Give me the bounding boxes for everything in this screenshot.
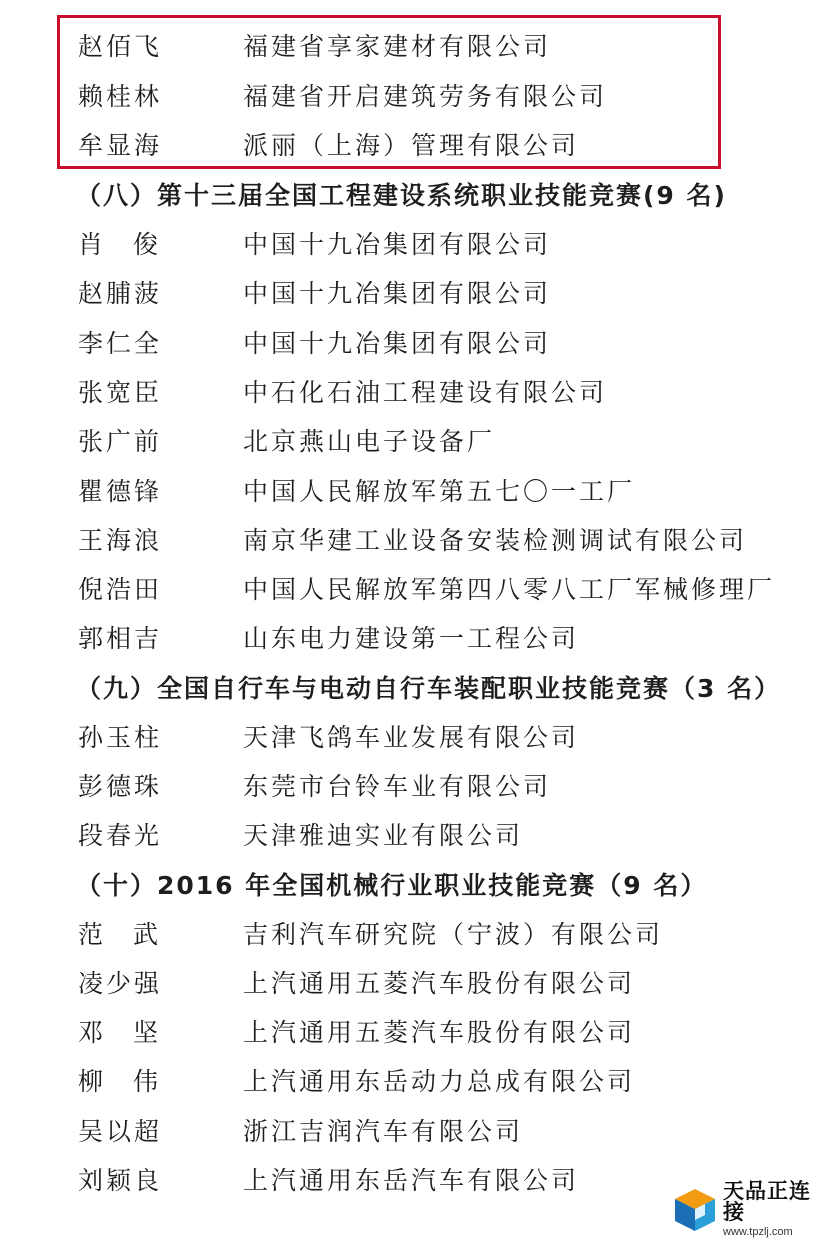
organization-name: 派丽（上海）管理有限公司 bbox=[243, 131, 580, 160]
watermark-url: www.tpzlj.com bbox=[723, 1225, 793, 1238]
organization-name: 中国人民解放军第五七〇一工厂 bbox=[243, 477, 636, 506]
organization-name: 上汽通用东岳汽车有限公司 bbox=[243, 1166, 580, 1195]
organization-name: 东莞市台铃车业有限公司 bbox=[243, 772, 552, 801]
person-name: 牟显海 bbox=[78, 131, 163, 160]
person-name-char: 邓 bbox=[78, 1018, 104, 1047]
person-name: 段春光 bbox=[78, 821, 163, 850]
person-name: 倪浩田 bbox=[78, 575, 163, 604]
organization-name: 北京燕山电子设备厂 bbox=[243, 427, 496, 456]
watermark bbox=[671, 1178, 831, 1238]
person-name: 刘颖良 bbox=[78, 1166, 163, 1195]
person-name: 赵佰飞 bbox=[78, 32, 163, 61]
organization-name: 南京华建工业设备安装检测调试有限公司 bbox=[243, 526, 748, 555]
person-name-char: 坚 bbox=[132, 1018, 158, 1047]
person-name-char: 柳 bbox=[78, 1067, 104, 1096]
section-heading: （九）全国自行车与电动自行车装配职业技能竞赛（3 名） bbox=[76, 674, 782, 703]
watermark-title: 天品正连接 bbox=[723, 1178, 811, 1224]
person-name-char: 武 bbox=[132, 920, 158, 949]
organization-name: 福建省享家建材有限公司 bbox=[243, 32, 552, 61]
cube-logo-icon bbox=[671, 1185, 719, 1233]
person-name: 瞿德锋 bbox=[78, 477, 163, 506]
organization-name: 中国十九冶集团有限公司 bbox=[243, 230, 552, 259]
person-name: 李仁全 bbox=[78, 329, 163, 358]
organization-name: 吉利汽车研究院（宁波）有限公司 bbox=[243, 920, 664, 949]
person-name: 郭相吉 bbox=[78, 624, 163, 653]
person-name: 吴以超 bbox=[78, 1117, 163, 1146]
person-name bbox=[78, 1060, 158, 1104]
person-name: 赖桂林 bbox=[78, 82, 163, 111]
person-name-char: 范 bbox=[78, 920, 104, 949]
organization-name: 中石化石油工程建设有限公司 bbox=[243, 378, 608, 407]
person-name bbox=[78, 913, 158, 957]
person-name: 张广前 bbox=[78, 427, 163, 456]
organization-name: 浙江吉润汽车有限公司 bbox=[243, 1117, 524, 1146]
person-name: 凌少强 bbox=[78, 969, 163, 998]
person-name-char: 伟 bbox=[132, 1067, 158, 1096]
person-name: 王海浪 bbox=[78, 526, 163, 555]
section-heading: （十）2016 年全国机械行业职业技能竞赛（9 名） bbox=[76, 871, 708, 900]
person-name: 赵脯菠 bbox=[78, 279, 163, 308]
organization-name: 上汽通用五菱汽车股份有限公司 bbox=[243, 1018, 636, 1047]
person-name: 彭德珠 bbox=[78, 772, 163, 801]
organization-name: 天津雅迪实业有限公司 bbox=[243, 821, 524, 850]
person-name: 张宽臣 bbox=[78, 378, 163, 407]
organization-name: 上汽通用五菱汽车股份有限公司 bbox=[243, 969, 636, 998]
person-name bbox=[78, 1011, 158, 1055]
section-heading: （八）第十三届全国工程建设系统职业技能竞赛(9 名) bbox=[76, 181, 727, 210]
person-name: 孙玉柱 bbox=[78, 723, 163, 752]
person-name bbox=[78, 223, 158, 267]
organization-name: 上汽通用东岳动力总成有限公司 bbox=[243, 1067, 636, 1096]
organization-name: 中国十九冶集团有限公司 bbox=[243, 329, 552, 358]
organization-name: 中国人民解放军第四八零八工厂军械修理厂 bbox=[243, 575, 776, 604]
person-name-char: 俊 bbox=[132, 230, 158, 259]
organization-name: 天津飞鸽车业发展有限公司 bbox=[243, 723, 580, 752]
organization-name: 福建省开启建筑劳务有限公司 bbox=[243, 82, 608, 111]
organization-name: 中国十九冶集团有限公司 bbox=[243, 279, 552, 308]
organization-name: 山东电力建设第一工程公司 bbox=[243, 624, 580, 653]
person-name-char: 肖 bbox=[78, 230, 104, 259]
